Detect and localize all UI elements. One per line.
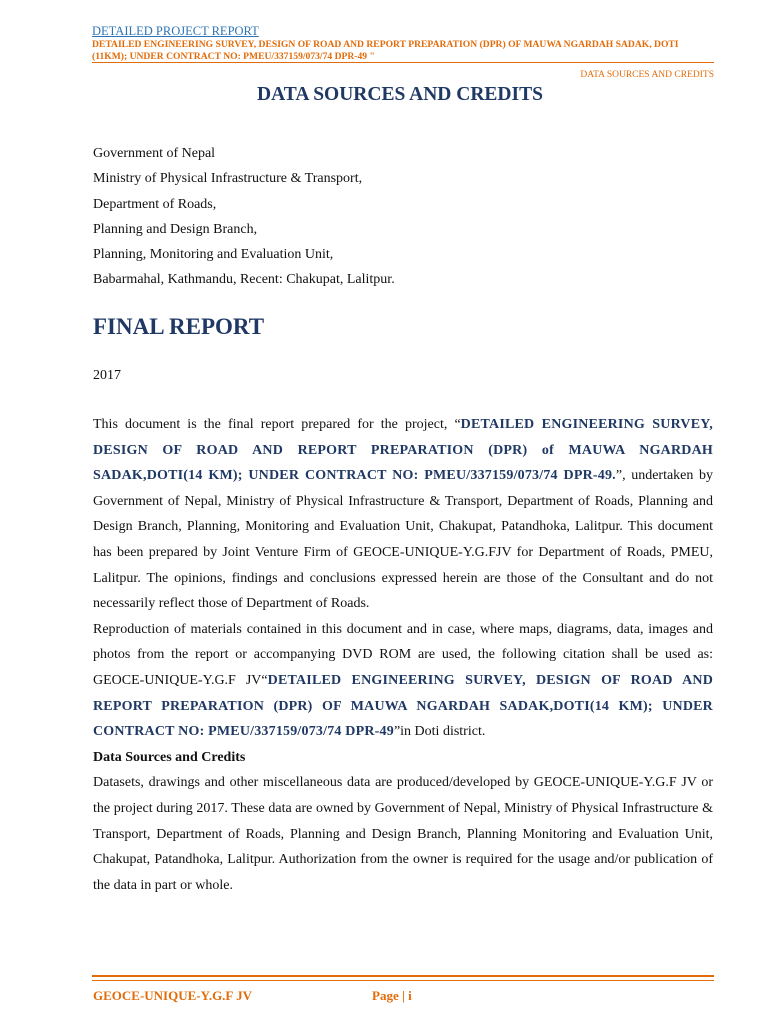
header-subtitle: DETAILED ENGINEERING SURVEY, DESIGN OF ROAD AND REPORT PREPARATION (DPR) OF MAUWA NGARDAH SADAK, DOTI (11KM); UNDER CONTRACT NO: PMEU/337159/073/74 DPR-49 " [92,39,679,62]
address-block [93,141,395,293]
address-line: Ministry of Physical Infrastructure & Transport, [93,171,363,187]
address-line: Planning, Monitoring and Evaluation Unit, [93,247,334,263]
header-divider [92,62,714,63]
address-line: Babarmahal, Kathmandu, Recent: Chakupat, Lalitpur. [93,272,395,288]
report-year: 2017 [93,368,121,383]
intro-post: ”, undertaken by Government of Nepal, Ministry of Physical Infrastructure & Transport, Department of Roads, Planning and Design Branch, Planning, Monitoring and Evaluation Unit, Chakupat, Patandhoka, Lalitpur. This document has been prepared by Joint Venture Firm of GEOCE-UNIQUE-Y.G.FJV for Department of Roads, PMEU, Lalitpur. The opinions, findings and conclusions expressed herein are those of the Consultant and do not necessarily reflect those of Department of Roads. [93,468,713,612]
body-text [93,412,713,898]
section-title: DATA SOURCES AND CREDITS [257,84,543,105]
page-number: Page | i [372,988,412,1003]
citation-paragraph [93,617,713,745]
citation-highlight: DETAILED ENGINEERING SURVEY, DESIGN OF ROAD AND REPORT PREPARATION (DPR) OF MAUWA NGARDAH SADAK,DOTI(14 KM); UNDER CONTRACT NO: PMEU/337159/073/74 DPR-49 [93,672,714,740]
intro-pre: This document is the final report prepared for the project, “ [93,417,461,432]
data-sources-subheading: Data Sources and Credits [93,749,246,765]
footer-divider-thin [92,980,714,981]
address-line: Planning and Design Branch, [93,221,258,237]
data-sources-paragraph: Datasets, drawings and other miscellaneous data are produced/developed by GEOCE-UNIQUE-Y.G.F JV or the project during 2017. These data are owned by Government of Nepal, Ministry of Physical Infrastructure & Transport, Department of Roads, Planning and Design Branch, Planning Monitoring and Evaluation Unit, Chakupat, Patandhoka, Lalitpur. Authorization from the owner is required for the usage and/or publication of the data in part or whole. [93,775,713,893]
address-line: Government of Nepal [93,146,216,161]
footer-divider [92,975,714,977]
footer-firm-name: GEOCE-UNIQUE-Y.G.F JV [93,988,253,1003]
header-section-label: DATA SOURCES AND CREDITS [580,70,714,80]
page-header [92,24,714,62]
final-report-heading: FINAL REPORT [93,314,265,339]
intro-paragraph [93,412,713,617]
project-title-highlight: DETAILED ENGINEERING SURVEY, DESIGN OF ROAD AND REPORT PREPARATION (DPR) of MAUWA NGARDAH SADAK,DOTI(14 KM); UNDER CONTRACT NO: PMEU/337159/073/74 DPR-49. [93,417,713,484]
citation-pre: Reproduction of materials contained in this document and in case, where maps, diagrams, data, images and photos from the report or accompanying DVD ROM are used, the following citation shall be used as: GEOCE-UNIQUE-Y.G.F JV“ [93,621,713,688]
header-title: DETAILED PROJECT REPORT [92,24,259,38]
address-line: Department of Roads, [93,196,217,212]
citation-post: ”in Doti district. [393,724,486,740]
